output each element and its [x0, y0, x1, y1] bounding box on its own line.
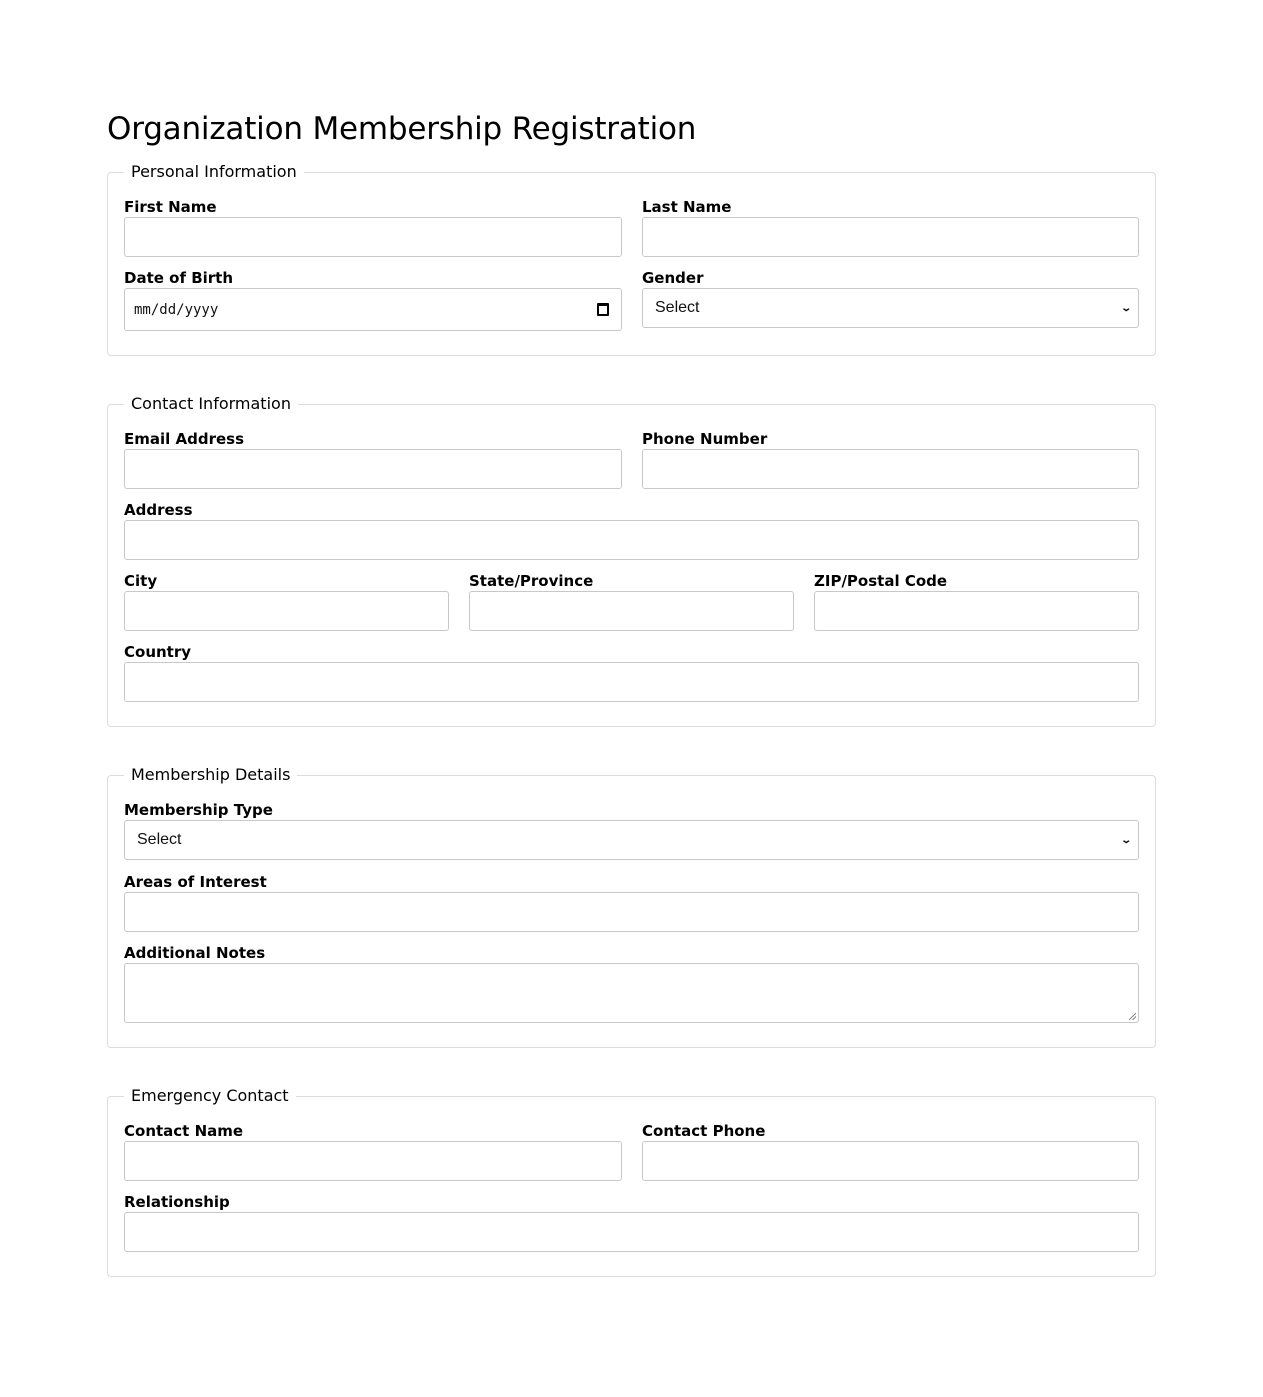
- email-input[interactable]: [124, 449, 622, 489]
- contact-name-input[interactable]: [124, 1141, 622, 1181]
- relationship-input[interactable]: [124, 1212, 1139, 1252]
- resize-handle-icon[interactable]: [1129, 1013, 1136, 1020]
- state-label: State/Province: [469, 572, 594, 590]
- gender-select[interactable]: [642, 288, 1139, 328]
- contact-phone-input[interactable]: [642, 1141, 1139, 1181]
- membership-type-selected-value: Select: [137, 831, 182, 848]
- gender-label: Gender: [642, 269, 704, 287]
- calendar-icon[interactable]: [597, 303, 609, 316]
- date-of-birth-label: Date of Birth: [124, 269, 234, 287]
- phone-input[interactable]: [642, 449, 1139, 489]
- date-placeholder: mm/dd/yyyy: [134, 301, 219, 318]
- emergency-contact-section: [107, 1086, 1156, 1277]
- last-name-label: Last Name: [642, 198, 732, 216]
- membership-details-section: [107, 765, 1156, 1048]
- chevron-down-icon: ⌄: [1119, 834, 1132, 846]
- last-name-input[interactable]: [642, 217, 1139, 257]
- first-name-label: First Name: [124, 198, 217, 216]
- registration-page: [107, 107, 1156, 1211]
- zip-label: ZIP/Postal Code: [814, 572, 948, 590]
- country-input[interactable]: [124, 662, 1139, 702]
- additional-notes-textarea[interactable]: [124, 963, 1139, 1023]
- contact-name-label: Contact Name: [124, 1122, 244, 1140]
- section-legend: Contact Information: [124, 392, 298, 416]
- membership-type-select[interactable]: [124, 820, 1139, 860]
- city-label: City: [124, 572, 158, 590]
- chevron-down-icon: ⌄: [1119, 302, 1132, 314]
- email-label: Email Address: [124, 430, 245, 448]
- zip-input[interactable]: [814, 591, 1139, 631]
- city-input[interactable]: [124, 591, 449, 631]
- additional-notes-label: Additional Notes: [124, 944, 266, 962]
- gender-selected-value: Select: [655, 299, 700, 316]
- areas-of-interest-label: Areas of Interest: [124, 873, 267, 891]
- address-label: Address: [124, 501, 193, 519]
- contact-phone-label: Contact Phone: [642, 1122, 766, 1140]
- state-input[interactable]: [469, 591, 794, 631]
- first-name-input[interactable]: [124, 217, 622, 257]
- section-legend: Membership Details: [124, 763, 297, 787]
- address-input[interactable]: [124, 520, 1139, 560]
- membership-type-label: Membership Type: [124, 801, 273, 819]
- phone-label: Phone Number: [642, 430, 768, 448]
- areas-of-interest-input[interactable]: [124, 892, 1139, 932]
- section-legend: Emergency Contact: [124, 1084, 296, 1108]
- relationship-label: Relationship: [124, 1193, 230, 1211]
- country-label: Country: [124, 643, 192, 661]
- contact-information-section: [107, 394, 1156, 727]
- date-of-birth-input[interactable]: [124, 288, 622, 331]
- personal-information-section: [107, 162, 1156, 356]
- page-title: Organization Membership Registration: [107, 111, 697, 147]
- section-legend: Personal Information: [124, 160, 304, 184]
